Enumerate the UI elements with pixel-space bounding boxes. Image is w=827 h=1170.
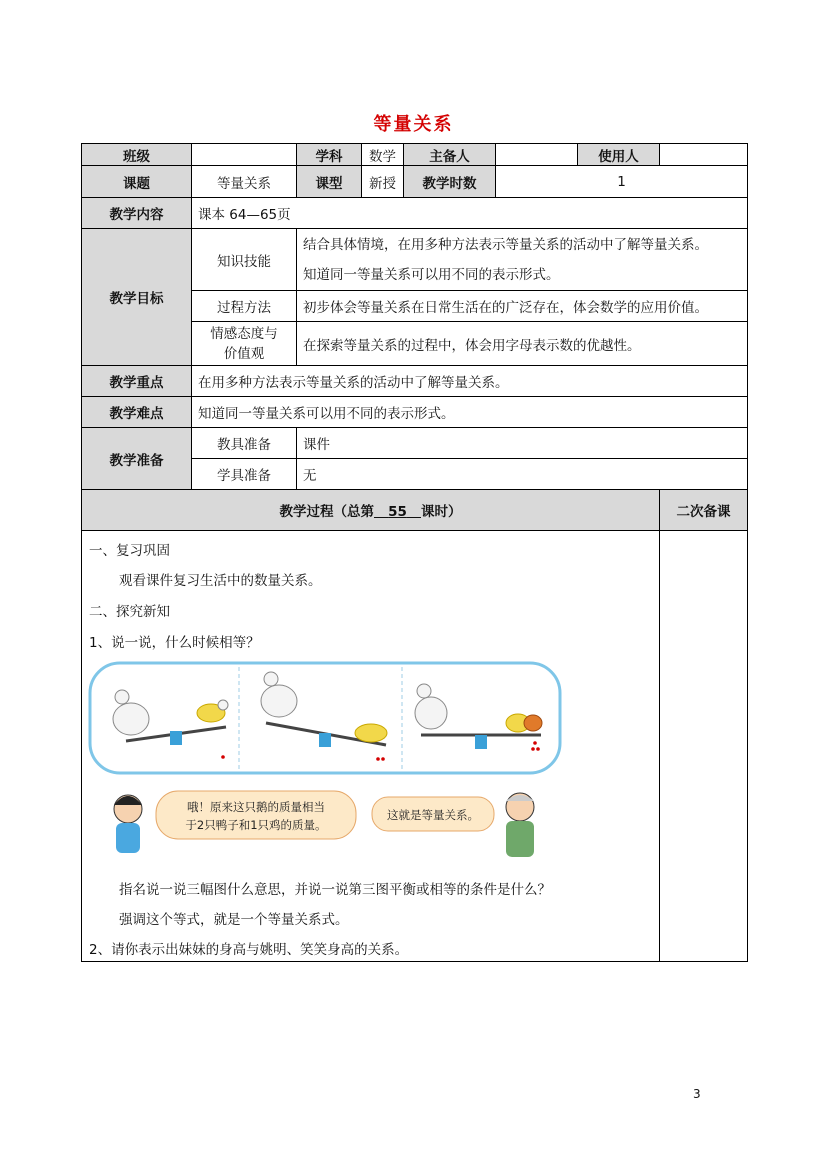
- review-text: 观看课件复习生活中的数量关系。: [119, 573, 322, 589]
- preparer-label: 主备人: [404, 144, 496, 166]
- preparer-value: [496, 144, 578, 166]
- page-number: 3: [693, 1087, 701, 1101]
- explore-heading: 二、探究新知: [89, 604, 170, 620]
- goals-label: 教学目标: [82, 229, 192, 366]
- prep-label: 教学准备: [82, 428, 192, 490]
- instruction-line-2: 强调这个等式，就是一个等量关系式。: [119, 912, 349, 928]
- speech-bubble-teacher: [372, 797, 494, 831]
- user-value: [660, 144, 748, 166]
- hours-label: 教学时数: [404, 166, 496, 198]
- student-aids-label: 学具准备: [192, 459, 297, 490]
- content-value: 课本 64—65页: [192, 198, 748, 229]
- user-label: 使用人: [578, 144, 660, 166]
- attitude-label-line-1: 情感态度与: [210, 325, 278, 342]
- teacher-character: [506, 793, 534, 857]
- attitude-label: [192, 322, 297, 366]
- balance-illustration: [86, 661, 566, 871]
- lesson-type-label: 课型: [297, 166, 362, 198]
- second-prep-body: [660, 531, 748, 962]
- content-label: 教学内容: [82, 198, 192, 229]
- teaching-aids-value: 课件: [297, 428, 748, 459]
- process-method-value: 初步体会等量关系在日常生活在的广泛存在，体会数学的应用价值。: [297, 291, 748, 322]
- topic-label: 课题: [82, 166, 192, 198]
- teaching-aids-label: 教具准备: [192, 428, 297, 459]
- process-number: [374, 504, 421, 520]
- subject-value: 数学: [362, 144, 404, 166]
- boy-character: [114, 795, 142, 853]
- bubble-teacher-text: 这就是等量关系。: [387, 808, 479, 822]
- process-header-prefix: 教学过程（总第: [279, 504, 374, 520]
- task-2-prompt: 2、请你表示出妹妹的身高与姚明、笑笑身高的关系。: [89, 942, 409, 958]
- topic-value: 等量关系: [192, 166, 297, 198]
- discuss-prompt: 1、说一说，什么时候相等？: [89, 635, 260, 651]
- class-value: [192, 144, 297, 166]
- subject-label: 学科: [297, 144, 362, 166]
- second-prep-header: 二次备课: [660, 490, 748, 531]
- process-body: [82, 531, 660, 962]
- instruction-line-1: 指名说一说三幅图什么意思，并说一说第三图平衡或相等的条件是什么？: [119, 882, 551, 898]
- process-header-suffix: 课时）: [421, 504, 462, 520]
- document-title: 等量关系: [373, 114, 454, 135]
- knowledge-label: 知识技能: [192, 229, 297, 291]
- process-number-value: 55: [388, 504, 407, 520]
- attitude-label-line-2: 价值观: [223, 345, 265, 362]
- lesson-type-value: 新授: [362, 166, 404, 198]
- key-point-value: 在用多种方法表示等量关系的活动中了解等量关系。: [192, 366, 748, 397]
- bubble-boy-line-2: 于2只鸭子和1只鸡的质量。: [185, 818, 327, 832]
- difficulty-label: 教学难点: [82, 397, 192, 428]
- attitude-value: 在探索等量关系的过程中，体会用字母表示数的优越性。: [297, 322, 748, 366]
- difficulty-value: 知道同一等量关系可以用不同的表示形式。: [192, 397, 748, 428]
- process-method-label: 过程方法: [192, 291, 297, 322]
- class-label: 班级: [82, 144, 192, 166]
- bubble-boy-line-1: 哦！原来这只鹅的质量相当: [187, 800, 325, 814]
- lesson-plan-table: [81, 143, 748, 962]
- key-point-label: 教学重点: [82, 366, 192, 397]
- hours-value: 1: [496, 166, 748, 198]
- speech-bubble-boy: [156, 791, 356, 839]
- knowledge-line-1: 结合具体情境，在用多种方法表示等量关系的活动中了解等量关系。: [303, 236, 708, 253]
- process-header: [82, 490, 660, 531]
- review-heading: 一、复习巩固: [89, 543, 170, 559]
- knowledge-value: [297, 229, 748, 291]
- knowledge-line-2: 知道同一等量关系可以用不同的表示形式。: [303, 266, 560, 283]
- student-aids-value: 无: [297, 459, 748, 490]
